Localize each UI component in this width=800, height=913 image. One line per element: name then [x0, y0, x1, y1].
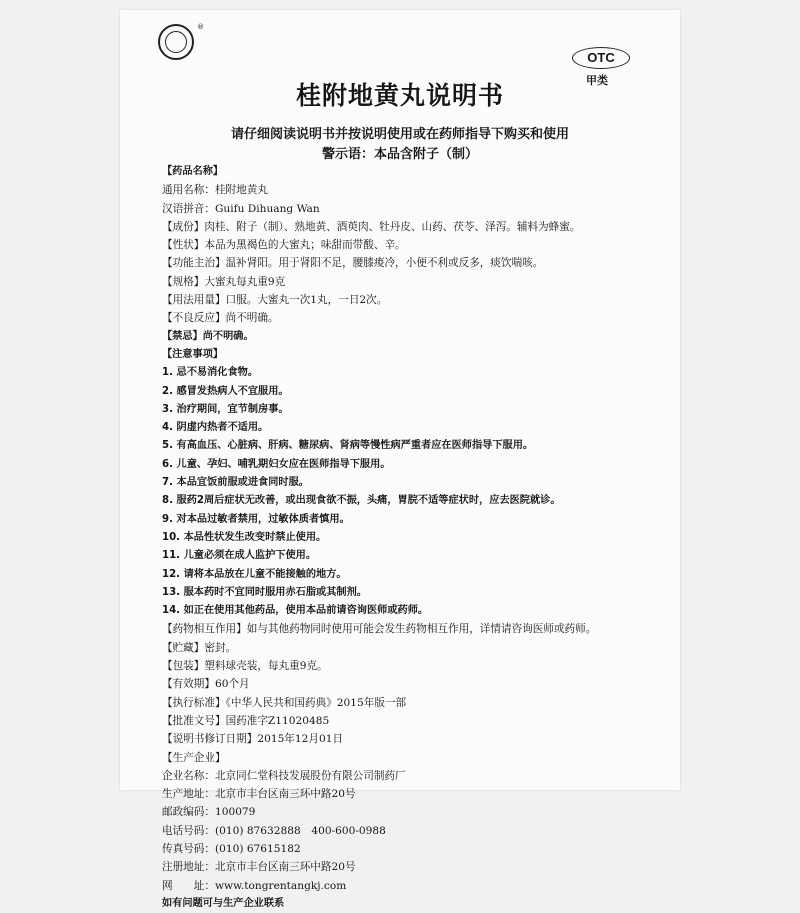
properties-row: [162, 236, 667, 254]
precaution-item: 6. 儿童、孕妇、哺乳期妇女应在医师指导下服用。: [162, 458, 391, 470]
dosage-row: [162, 291, 667, 309]
interactions-text: 如与其他药物同时使用可能会发生药物相互作用，详情请咨询医师或药师。: [246, 623, 597, 636]
manufacturer-heading: 【生产企业】: [162, 751, 226, 764]
validity-label: 【有效期】: [162, 678, 215, 691]
otc-category: 甲类: [586, 74, 608, 87]
otc-badge: OTC: [572, 47, 630, 69]
contra-row: [162, 328, 667, 346]
contact-note: 如有问题可与生产企业联系: [162, 897, 285, 909]
storage-text: 密封。: [204, 641, 237, 654]
precaution-item: 5. 有高血压、心脏病、肝病、糖尿病、肾病等慢性病严重者应在医师指导下服用。: [162, 440, 534, 452]
interactions-label: 【药物相互作用】: [162, 623, 247, 636]
indications-label: 【功能主治】: [162, 257, 226, 270]
fax-number: 传真号码：(010) 67615182: [162, 842, 301, 855]
standard-row: [162, 694, 667, 712]
contra-label: 【禁忌】: [162, 330, 203, 342]
properties-label: 【性状】: [162, 239, 205, 252]
precaution-item: 14. 如正在使用其他药品，使用本品前请咨询医师或药师。: [162, 605, 429, 617]
approval-label: 【批准文号】: [162, 714, 226, 727]
storage-label: 【贮藏】: [162, 641, 205, 654]
revision-label: 【说明书修订日期】: [162, 733, 258, 746]
precaution-item: 1. 忌不易消化食物。: [162, 367, 259, 379]
package-text: 塑料球壳装，每丸重9克。: [204, 660, 328, 673]
warning-line: 警示语：本品含附子（制）: [321, 147, 478, 162]
storage-row: [162, 639, 667, 657]
pinyin-name: 汉语拼音：Guifu Dihuang Wan: [162, 202, 320, 215]
dosage-text: 口服。大蜜丸一次1丸，一日2次。: [225, 294, 388, 307]
indications-text: 温补肾阳。用于肾阳不足，腰膝痠冷，小便不利或反多，痰饮喘咳。: [225, 257, 544, 270]
adverse-text: 尚不明确。: [225, 312, 279, 325]
precaution-item: 10. 本品性状发生改变时禁止使用。: [162, 531, 327, 543]
ingredients-row: [162, 218, 667, 236]
precautions-heading: 【注意事项】: [162, 348, 224, 360]
name-heading: 【药品名称】: [162, 166, 224, 177]
company-name: 企业名称：北京同仁堂科技发展股份有限公司制药厂: [162, 769, 406, 782]
precaution-item: 12. 请将本品放在儿童不能接触的地方。: [162, 568, 347, 580]
ingredients-text: 肉桂、附子（制）、熟地黄、酒萸肉、牡丹皮、山药、茯苓、泽泻。辅料为蜂蜜。: [204, 220, 581, 233]
common-name: 通用名称：桂附地黄丸: [162, 184, 268, 197]
postcode: 邮政编码：100079: [162, 806, 256, 819]
spec-row: [162, 273, 667, 291]
website-line: 网 址：www.tongrentangkj.com: [162, 879, 347, 892]
contra-text: 尚不明确。: [202, 330, 254, 342]
dosage-label: 【用法用量】: [162, 294, 226, 307]
logo-inner-ring: [165, 31, 187, 53]
leaflet-body: [162, 163, 667, 913]
validity-row: [162, 675, 667, 693]
approval-text: 国药准字Z11020485: [225, 714, 330, 727]
properties-text: 本品为黑褐色的大蜜丸；味甜而带酸、辛。: [204, 239, 406, 252]
spec-label: 【规格】: [162, 275, 205, 288]
production-address: 生产地址：北京市丰台区南三环中路20号: [162, 788, 356, 801]
indications-row: [162, 254, 667, 272]
phone-number: 电话号码：(010) 87632888 400-600-0988: [162, 824, 386, 837]
approval-row: [162, 712, 667, 730]
revision-text: 2015年12月01日: [257, 733, 344, 746]
registered-mark-icon: ®: [197, 23, 204, 31]
precaution-item: 11. 儿童必须在成人监护下使用。: [162, 550, 317, 562]
package-label: 【包装】: [162, 660, 205, 673]
precaution-item: 13. 服本药时不宜同时服用赤石脂或其制剂。: [162, 586, 367, 598]
ingredients-label: 【成份】: [162, 220, 205, 233]
adverse-label: 【不良反应】: [162, 312, 226, 325]
validity-text: 60个月: [214, 678, 250, 691]
precaution-item: 9. 对本品过敏者禁用，过敏体质者慎用。: [162, 513, 350, 525]
reading-notice: 请仔细阅读说明书并按说明使用或在药师指导下购买和使用: [230, 127, 569, 142]
spec-text: 大蜜丸每丸重9克: [204, 275, 286, 288]
brand-logo: [158, 23, 204, 60]
precaution-item: 7. 本品宜饭前服或进食同时服。: [162, 477, 309, 489]
standard-text: 《中华人民共和国药典》2015年版一部: [225, 696, 407, 709]
interactions-row: [162, 620, 667, 638]
page-title: 桂附地黄丸说明书: [295, 81, 504, 110]
precaution-item: 8. 服药2周后症状无改善，或出现食欲不振，头痛，胃脘不适等症状时，应去医院就诊。: [162, 495, 561, 507]
registered-address: 注册地址：北京市丰台区南三环中路20号: [162, 861, 356, 874]
adverse-row: [162, 309, 667, 327]
package-row: [162, 657, 667, 675]
precaution-item: 4. 阴虚内热者不适用。: [162, 422, 269, 434]
standard-label: 【执行标准】: [162, 696, 226, 709]
precaution-item: 3. 治疗期间，宜节制房事。: [162, 403, 289, 415]
revision-row: [162, 730, 667, 748]
precaution-item: 2. 感冒发热病人不宜服用。: [162, 385, 289, 397]
